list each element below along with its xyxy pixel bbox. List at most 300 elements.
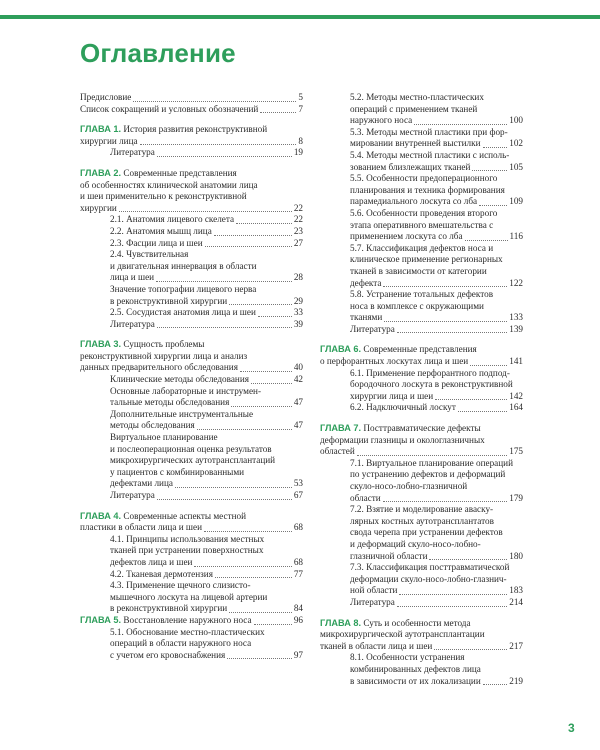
chapter-label: ГЛАВА 3. <box>80 339 122 350</box>
toc-entry-text <box>320 356 468 368</box>
toc-chapter-entry[interactable] <box>320 618 523 653</box>
toc-entry-title-line: клиническое применение регионарных <box>350 254 503 265</box>
toc-line <box>80 136 303 148</box>
toc-chapter-entry[interactable] <box>80 511 303 534</box>
toc-entry-title-line: 5.6. Особенности проведения второго <box>350 207 498 218</box>
toc-right-column <box>320 92 523 687</box>
toc-entry-title-line: пластики в области лица и шеи <box>80 522 202 533</box>
toc-entry-title-line: этапа оперативного вмешательства с <box>350 219 494 230</box>
toc-chapter-entry[interactable] <box>80 615 303 627</box>
toc-entry[interactable] <box>320 150 523 173</box>
toc-entry[interactable] <box>320 173 523 208</box>
toc-entry[interactable] <box>320 368 523 403</box>
toc-entry[interactable] <box>320 208 523 243</box>
toc-entry-title-line: 6.1. Применение перфорантного подпод- <box>350 367 510 378</box>
toc-line <box>320 435 523 447</box>
toc-line <box>350 115 523 127</box>
toc-entry-title-line: 2.2. Анатомия мышц лица <box>110 225 212 236</box>
toc-entry-title-line: 5.5. Особенности предоперационного <box>350 173 498 184</box>
toc-entry-title-line: микрохирургической аутотрансплантации <box>320 629 485 640</box>
toc-line <box>350 173 523 185</box>
toc-line <box>80 203 303 215</box>
toc-entry-title-line: применением лоскута со лба <box>350 231 463 242</box>
toc-entry-text <box>320 446 355 458</box>
toc-line <box>350 676 523 688</box>
toc-line <box>350 243 523 255</box>
toc-entry-title-line: 2.4. Чувствительная <box>110 249 189 260</box>
toc-line <box>80 191 303 203</box>
toc-entry-title-line: наружного носа <box>350 115 413 126</box>
toc-entry-title-line: 6.2. Надключичный лоскут <box>350 402 456 413</box>
toc-entry-text <box>80 511 246 523</box>
toc-entry-title-line: по устранению дефектов и деформаций <box>350 469 506 480</box>
toc-entry[interactable] <box>320 562 523 597</box>
toc-entry-title-line: о перфорантных лоскутах лица и шеи <box>320 356 469 367</box>
toc-entry-title-line: в зависимости от их локализации <box>350 675 481 686</box>
toc-entry[interactable] <box>80 569 303 581</box>
leader-dots <box>133 101 296 102</box>
toc-entry-text <box>110 650 225 662</box>
toc-page-number: 67 <box>293 490 303 500</box>
leader-dots <box>204 531 292 532</box>
toc-page-number: 175 <box>509 446 523 457</box>
leader-dots <box>414 124 507 125</box>
toc-line <box>350 402 523 414</box>
toc-entry-text <box>350 402 456 414</box>
toc-entry-title-line: Дополнительные инструментальные <box>110 408 254 419</box>
toc-entry-text <box>350 391 433 403</box>
toc-entry-title-line: Литература <box>110 318 155 329</box>
toc-entry-text <box>110 238 203 250</box>
toc-entry-text <box>80 92 131 104</box>
toc-entry[interactable] <box>320 243 523 289</box>
toc-entry-title-line: 5.1. Обоснование местно-пластических <box>110 626 265 637</box>
leader-dots <box>383 501 508 502</box>
toc-entry-text <box>110 478 173 490</box>
leader-dots <box>197 429 292 430</box>
toc-line <box>110 374 303 386</box>
toc-entry-title-line: тканей при устранении поверхностных <box>110 545 264 556</box>
toc-entry-text <box>350 220 493 232</box>
toc-entry-title-line: 5.4. Методы местной пластики с исполь- <box>350 149 510 160</box>
toc-entry-title-line: комбинированных дефектов лица <box>350 663 481 674</box>
toc-entry-title-line: тканей в области лица и шеи <box>320 640 433 651</box>
toc-entry-title-line: 4.1. Принципы использования местных <box>110 533 265 544</box>
toc-entry-text <box>350 652 465 664</box>
toc-line <box>320 641 523 653</box>
leader-dots <box>140 144 297 145</box>
toc-page-number: 5 <box>298 92 303 102</box>
leader-dots <box>214 235 292 236</box>
leader-dots <box>434 649 507 650</box>
toc-entry-text <box>80 168 237 180</box>
toc-entry-title-line: Клинические методы обследования <box>110 374 249 385</box>
toc-line <box>110 397 303 409</box>
toc-line <box>80 351 303 363</box>
toc-page-number: 179 <box>509 492 523 503</box>
toc-entry-title-line: Предисловие <box>80 92 132 102</box>
toc-page-number: 40 <box>293 362 303 373</box>
toc-entry-text <box>350 574 507 586</box>
toc-entry-text <box>350 104 477 116</box>
toc-entry-text <box>80 124 267 136</box>
leader-dots <box>175 487 292 488</box>
toc-line <box>350 458 523 470</box>
toc-entry-text <box>350 469 505 481</box>
toc-line <box>320 446 523 458</box>
toc-entry-title-line: зованием близлежащих тканей <box>350 161 471 172</box>
toc-page-number: 68 <box>293 556 303 567</box>
toc-line <box>350 208 523 220</box>
toc-page-number: 105 <box>509 161 523 172</box>
toc-left-column <box>80 92 303 661</box>
toc-line <box>110 627 303 639</box>
toc-line <box>350 664 523 676</box>
toc-entry[interactable] <box>80 92 303 104</box>
toc-page-number: 29 <box>293 295 303 306</box>
toc-page-number: 214 <box>509 596 523 607</box>
toc-line <box>80 339 303 351</box>
toc-entry-text <box>80 180 258 192</box>
toc-entry-text <box>350 115 412 127</box>
toc-line <box>80 522 303 534</box>
toc-entry-text <box>320 618 471 630</box>
toc-entry[interactable] <box>80 374 303 386</box>
toc-entry-title-line: деформации глазницы и окологлазничных <box>320 434 485 445</box>
leader-dots <box>229 304 292 305</box>
page-title: Оглавление <box>80 38 236 68</box>
toc-entry[interactable] <box>320 652 523 687</box>
toc-line <box>350 254 523 266</box>
leader-dots <box>397 606 507 607</box>
toc-entry[interactable] <box>320 127 523 150</box>
toc-entry-title-line: Виртуальное планирование <box>110 432 218 443</box>
toc-entry-title-line: ной области <box>350 585 398 596</box>
toc-line <box>350 127 523 139</box>
toc-page-number: 180 <box>509 550 523 561</box>
toc-entry-title-line: 2.1. Анатомия лицевого скелета <box>110 214 235 225</box>
toc-entry-title-line: Литература <box>350 323 395 334</box>
toc-entry-title-line: 7.3. Классификация посттравматической <box>350 562 510 573</box>
toc-line <box>320 356 523 368</box>
toc-entry-text <box>350 162 470 174</box>
toc-line <box>350 138 523 150</box>
toc-entry-title-line: лица и шеи <box>110 272 155 283</box>
toc-line <box>110 638 303 650</box>
toc-entry-text <box>110 272 154 284</box>
toc-line <box>350 652 523 664</box>
leader-dots <box>236 223 292 224</box>
toc-line <box>80 92 303 104</box>
toc-entry[interactable] <box>80 409 303 432</box>
toc-line <box>350 278 523 290</box>
toc-page-number: 68 <box>293 522 303 533</box>
toc-entry-text <box>350 127 508 139</box>
toc-entry-title-line: областей <box>320 446 355 457</box>
toc-entry-text <box>110 627 265 639</box>
toc-entry-text <box>350 504 493 516</box>
leader-dots <box>470 365 507 366</box>
toc-line <box>350 469 523 481</box>
leader-dots <box>157 156 292 157</box>
toc-entry[interactable] <box>80 490 303 502</box>
toc-line <box>350 150 523 162</box>
chapter-label: ГЛАВА 2. <box>80 167 122 178</box>
toc-chapter-entry[interactable] <box>80 124 303 147</box>
toc-page-number: 164 <box>509 402 523 413</box>
toc-line <box>110 238 303 250</box>
toc-entry-text <box>110 397 229 409</box>
toc-line <box>350 481 523 493</box>
toc-line <box>110 444 303 456</box>
toc-entry-text <box>80 362 238 374</box>
toc-entry-title-line: данных предварительного обследования <box>80 362 238 373</box>
toc-entry[interactable] <box>80 226 303 238</box>
toc-entry[interactable] <box>320 402 523 414</box>
toc-entry[interactable] <box>320 458 523 504</box>
toc-line <box>110 580 303 592</box>
toc-page-number: 141 <box>509 356 523 367</box>
toc-line <box>350 597 523 609</box>
toc-entry[interactable] <box>80 238 303 250</box>
toc-entry-title-line: об особенностях клинической анатомии лица <box>80 179 258 190</box>
toc-entry-text <box>110 534 264 546</box>
toc-chapter-entry[interactable] <box>80 168 303 214</box>
toc-line <box>350 504 523 516</box>
toc-entry[interactable] <box>80 580 303 615</box>
toc-entry[interactable] <box>320 597 523 609</box>
toc-page-number: 27 <box>293 237 303 248</box>
toc-entry-title-line: и шеи применительно к реконструктивной <box>80 191 247 202</box>
toc-entry-title-line: 5.8. Устранение тотальных дефектов <box>350 289 494 300</box>
toc-chapter-entry[interactable] <box>320 423 523 458</box>
toc-entry-text <box>320 423 481 435</box>
page-number: 3 <box>568 721 575 735</box>
toc-line <box>350 516 523 528</box>
toc-entry-title-line: 2.3. Фасции лица и шеи <box>110 237 203 248</box>
toc-entry-text <box>350 597 395 609</box>
toc-entry-text <box>320 641 432 653</box>
toc-entry[interactable] <box>80 319 303 331</box>
toc-line <box>350 231 523 243</box>
toc-entry-text <box>350 481 467 493</box>
toc-page-number: 47 <box>293 397 303 408</box>
leader-dots <box>383 286 507 287</box>
toc-entry-title-line: 4.2. Тканевая дермотензия <box>110 568 213 579</box>
toc-entry-title-line: планирования и техника формирования <box>350 184 505 195</box>
toc-page-number: 139 <box>509 323 523 334</box>
toc-entry[interactable] <box>80 627 303 662</box>
toc-line <box>350 104 523 116</box>
toc-entry-text <box>110 490 155 502</box>
toc-entry-text <box>110 409 253 421</box>
toc-entry-title-line: и двигательная иннервация в области <box>110 260 257 271</box>
leader-dots <box>119 211 292 212</box>
toc-entry-text <box>110 147 155 159</box>
toc-entry-text <box>350 458 513 470</box>
toc-page-number: 116 <box>509 231 523 242</box>
toc-page-number: 217 <box>509 640 523 651</box>
toc-entry-text <box>80 351 247 363</box>
toc-page-number: 122 <box>509 277 523 288</box>
toc-line <box>350 562 523 574</box>
toc-entry-text <box>350 278 381 290</box>
toc-page-number: 42 <box>293 374 303 385</box>
leader-dots <box>227 658 292 659</box>
toc-entry-text <box>350 138 481 150</box>
toc-entry-text <box>350 551 427 563</box>
toc-entry-text <box>110 249 188 261</box>
toc-entry-text <box>110 444 272 456</box>
toc-entry-text <box>350 368 510 380</box>
toc-entry-text <box>110 296 227 308</box>
toc-entry[interactable] <box>80 284 303 307</box>
toc-entry-title-line: парамедиального лоскута со лба <box>350 196 478 207</box>
toc-entry-text <box>350 301 484 313</box>
toc-entry-title-line: Значение топографии лицевого нерва <box>110 283 257 294</box>
toc-line <box>350 391 523 403</box>
toc-page-number: 19 <box>293 147 303 158</box>
toc-entry-text <box>350 324 395 336</box>
toc-page-number: 77 <box>293 568 303 579</box>
toc-entry-text <box>350 562 509 574</box>
toc-line <box>110 455 303 467</box>
toc-entry[interactable] <box>80 249 303 284</box>
toc-line <box>350 312 523 324</box>
toc-entry[interactable] <box>320 92 523 127</box>
toc-entry-title-line: носа в комплексе с окружающими <box>350 300 484 311</box>
toc-entry-title-line: свода черепа при устранении дефектов <box>350 527 503 538</box>
toc-line <box>350 289 523 301</box>
leader-dots <box>156 281 292 282</box>
toc-entry-text <box>320 344 477 356</box>
toc-entry-text <box>110 580 251 592</box>
toc-page-number: 133 <box>509 312 523 323</box>
toc-page-number: 47 <box>293 420 303 431</box>
toc-entry-title-line: деформации скуло-носо-лобно-глазнич- <box>350 573 507 584</box>
toc-page-number: 96 <box>293 614 303 625</box>
toc-line <box>110 490 303 502</box>
toc-line <box>350 220 523 232</box>
toc-line <box>80 615 303 627</box>
toc-page-number: 28 <box>293 272 303 283</box>
toc-entry-title-line: Восстановление наружного носа <box>123 614 252 625</box>
toc-entry[interactable] <box>320 504 523 562</box>
toc-entry-title-line: Сущность проблемы <box>123 339 205 350</box>
toc-entry-text <box>350 312 382 324</box>
toc-entry-title-line: 7.1. Виртуальное планирование операций <box>350 457 514 468</box>
toc-chapter-entry[interactable] <box>80 339 303 374</box>
leader-dots <box>384 321 507 322</box>
toc-entry-text <box>110 420 195 432</box>
toc-entry-text <box>80 203 117 215</box>
toc-line <box>320 618 523 630</box>
toc-line <box>110 478 303 490</box>
toc-line <box>110 545 303 557</box>
toc-entry-title-line: дефектами лица <box>110 478 173 489</box>
toc-entry-text <box>110 557 192 569</box>
toc-entry-text <box>80 136 138 148</box>
toc-entry-title-line: тканей в зависимости от категории <box>350 265 487 276</box>
top-accent-rule <box>0 15 600 19</box>
toc-entry-text <box>80 339 204 351</box>
toc-entry-title-line: Посттравматические дефекты <box>363 423 481 434</box>
toc-line <box>350 266 523 278</box>
toc-line <box>110 557 303 569</box>
toc-chapter-entry[interactable] <box>320 344 523 367</box>
toc-entry-title-line: тальные методы обследования <box>110 397 230 408</box>
toc-line <box>320 344 523 356</box>
toc-line <box>110 534 303 546</box>
toc-entry-title-line: дефектов лица и шеи <box>110 556 193 567</box>
toc-line <box>80 104 303 116</box>
toc-entry-title-line: у пациентов с комбинированными <box>110 466 245 477</box>
toc-entry[interactable] <box>80 104 303 116</box>
toc-entry-text <box>80 104 258 116</box>
toc-entry[interactable] <box>80 534 303 569</box>
toc-entry-title-line: хирургии <box>80 202 117 213</box>
toc-entry-text <box>110 569 213 581</box>
toc-entry-text <box>110 226 212 238</box>
leader-dots <box>399 594 507 595</box>
toc-entry[interactable] <box>320 324 523 336</box>
toc-entry-title-line: лярных костных аутотрансплантатов <box>350 515 494 526</box>
toc-line <box>350 379 523 391</box>
toc-line <box>110 569 303 581</box>
toc-page-number: 39 <box>293 318 303 329</box>
leader-dots <box>240 371 292 372</box>
toc-page-number: 219 <box>509 675 523 686</box>
leader-dots <box>397 332 507 333</box>
toc-entry-title-line: микрохирургических аутотрансплантаций <box>110 455 276 466</box>
toc-entry-text <box>110 386 261 398</box>
toc-entry-text <box>80 615 252 627</box>
toc-line <box>110 296 303 308</box>
toc-entry-text <box>110 284 256 296</box>
toc-page-number: 8 <box>298 135 303 146</box>
toc-entry-text <box>350 289 493 301</box>
toc-entry[interactable] <box>320 289 523 324</box>
toc-entry-text <box>350 585 397 597</box>
toc-entry-text <box>350 243 493 255</box>
toc-entry-title-line: глазничной области <box>350 550 428 561</box>
toc-page-number: 23 <box>293 225 303 236</box>
toc-entry[interactable] <box>80 307 303 319</box>
toc-entry-text <box>350 150 509 162</box>
toc-entry-title-line: 7.2. Взятие и моделирование аваску- <box>350 504 494 515</box>
leader-dots <box>215 577 292 578</box>
leader-dots <box>194 566 291 567</box>
leader-dots <box>157 327 292 328</box>
toc-entry-text <box>350 539 481 551</box>
toc-entry-title-line: скуло-носо-лобно-глазничной <box>350 481 468 491</box>
toc-line <box>320 629 523 641</box>
toc-entry-title-line: мышечного лоскута на лицевой артерии <box>110 591 268 602</box>
toc-entry-text <box>350 92 484 104</box>
toc-entry-text <box>110 261 257 273</box>
toc-entry[interactable] <box>80 147 303 159</box>
toc-entry[interactable] <box>80 432 303 490</box>
toc-entry-text <box>350 379 513 391</box>
toc-page-number: 84 <box>293 603 303 614</box>
toc-page-number: 109 <box>509 196 523 207</box>
toc-entry[interactable] <box>80 386 303 409</box>
toc-entry-text <box>110 319 155 331</box>
toc-entry[interactable] <box>80 214 303 226</box>
leader-dots <box>251 383 292 384</box>
toc-entry-text <box>350 676 481 688</box>
toc-page-number: 100 <box>509 115 523 126</box>
